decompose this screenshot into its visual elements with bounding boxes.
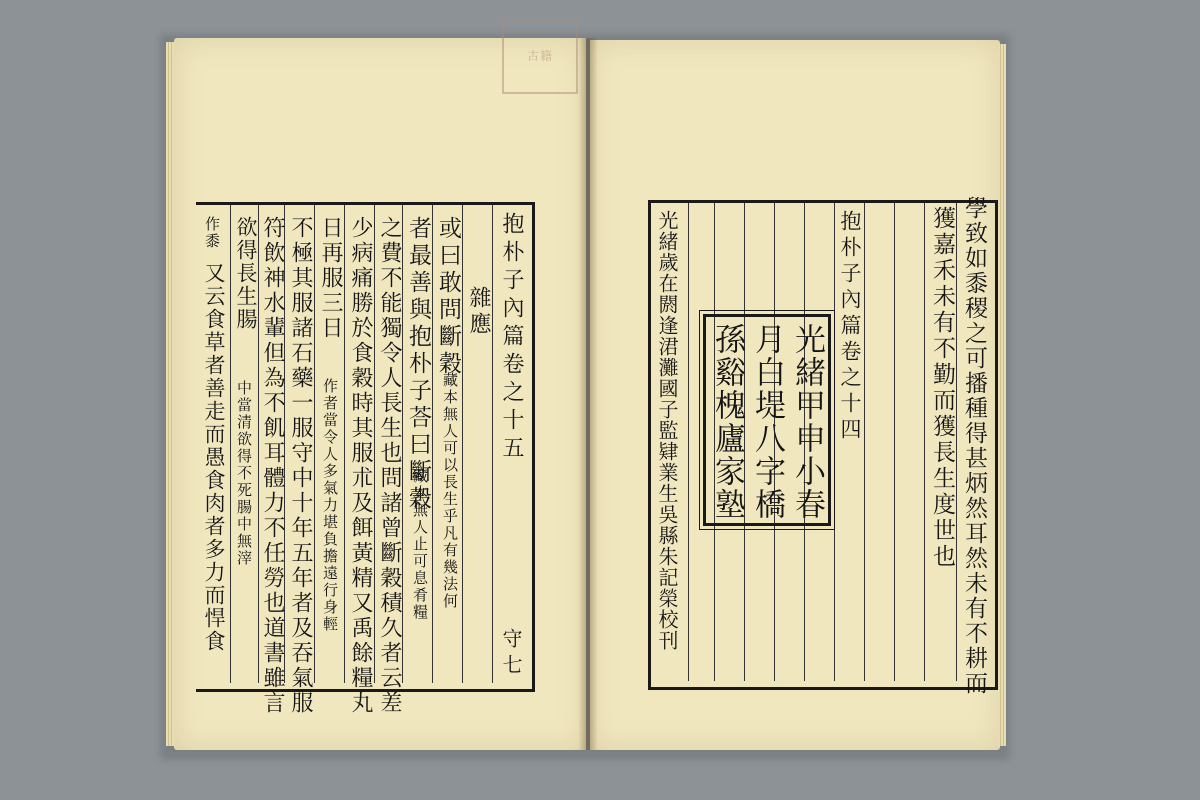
- colophon-line: 光緒甲申小春: [789, 323, 825, 521]
- page-edges-right: [998, 44, 1006, 746]
- column-rule: [432, 205, 433, 683]
- left-page-title: 抱朴子內篇卷之十五: [499, 212, 524, 464]
- text-column: 者最善與抱朴子荅曰斷穀: [405, 216, 431, 513]
- text-column: 欲得長生腸: [234, 216, 258, 331]
- text-column: 符飲神水輩但為不飢耳體力不任勞也道書雖言: [260, 216, 285, 716]
- text-column: 或曰敢問斷穀: [435, 216, 461, 378]
- column-rule: [688, 203, 689, 681]
- column-rule: [894, 203, 895, 681]
- column-rule: [956, 203, 957, 681]
- library-stamp: 古籍: [502, 20, 578, 94]
- text-column-annotation: 中當清欲得不死腸中無滓: [235, 380, 253, 567]
- colophon-box: [703, 314, 831, 526]
- text-column: 學致如黍稷之可播種得甚炳然耳然未有不耕而: [961, 196, 987, 696]
- text-column-annotation: 藏本無人可以長生乎凡有幾法何: [441, 372, 459, 610]
- column-rule: [864, 203, 865, 681]
- left-page-folio: 守七: [499, 628, 523, 680]
- chapter-heading: 雜應: [466, 286, 491, 338]
- column-rule: [230, 205, 231, 683]
- text-column-annotation: 藏本無人止可息肴糧: [411, 468, 429, 621]
- column-rule: [834, 203, 835, 681]
- right-page-title: 抱朴子內篇卷之十四: [838, 210, 862, 444]
- text-column-annotation: 作黍: [203, 216, 221, 250]
- column-rule: [462, 205, 463, 683]
- colophon-line: 孫谿槐廬家塾: [709, 323, 745, 521]
- text-column: 不極其服諸石藥一服守中十年五年者及吞氣服: [288, 216, 313, 716]
- column-rule: [492, 205, 493, 683]
- column-rule: [924, 203, 925, 681]
- text-column: 少病痛勝於食穀時其服朮及餌黃精又禹餘糧丸: [348, 216, 373, 716]
- imprint-column: 光緒歲在閼逢涒灘國子監肄業生吳縣朱記榮校刊: [655, 210, 679, 651]
- column-rule: [314, 205, 315, 683]
- book-gutter: [578, 38, 598, 750]
- text-column-annotation: 作者當令人多氣力堪負擔遠行身輕: [321, 378, 339, 633]
- text-column: 獲嘉禾未有不勤而獲長生度世也: [929, 206, 955, 570]
- text-column: 日再服三日: [318, 216, 343, 341]
- colophon-line: 月白堤八字橋: [749, 323, 785, 521]
- column-rule: [344, 205, 345, 683]
- text-column: 又云食草者善走而愚食肉者多力而悍食: [202, 262, 226, 653]
- text-column: 之費不能獨令人長生也問諸曾斷穀積久者云差: [377, 216, 402, 716]
